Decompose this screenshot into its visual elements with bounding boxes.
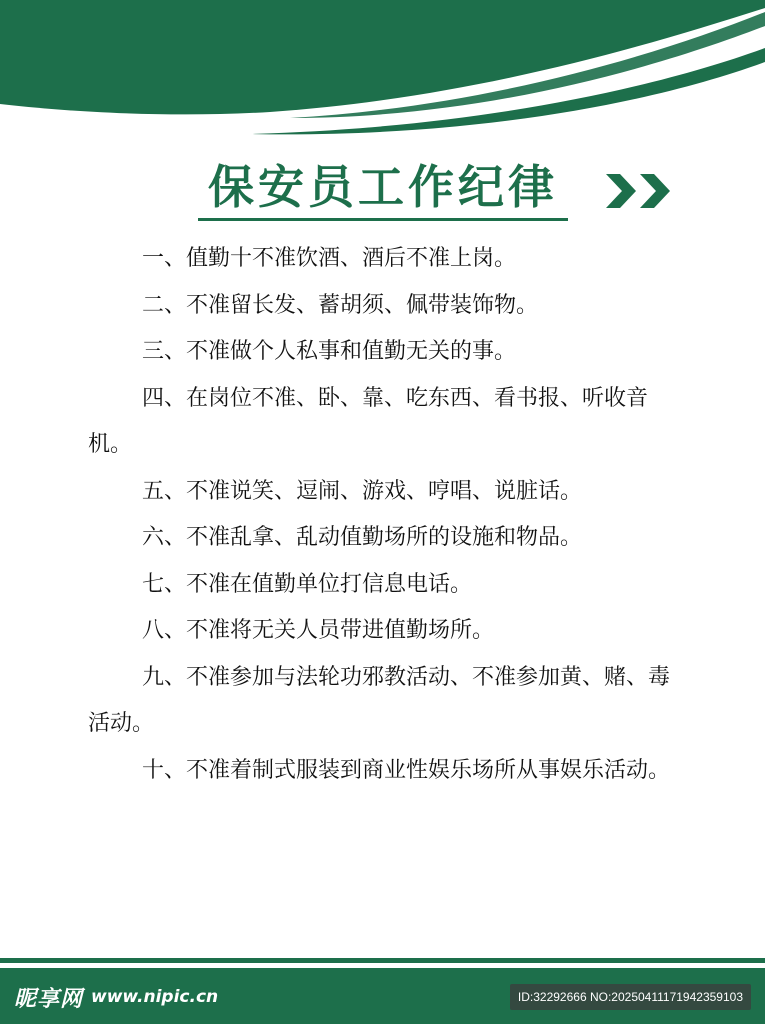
rule-item: 六、不准乱拿、乱动值勤场所的设施和物品。 xyxy=(142,525,583,550)
rule-item: 四、在岗位不准、卧、靠、吃东西、看书报、听收音机。 xyxy=(88,385,649,457)
watermark-id: ID:32292666 NO:20250411171942359103 xyxy=(510,984,751,1010)
rules-list xyxy=(88,236,688,794)
double-chevron-right-icon xyxy=(606,174,674,208)
footer-divider xyxy=(0,958,765,963)
watermark-brand: 昵享网 xyxy=(14,986,84,1012)
rule-item: 五、不准说笑、逗闹、游戏、哼唱、说脏话。 xyxy=(142,478,583,504)
rule-item: 七、不准在值勤单位打信息电话。 xyxy=(142,571,473,597)
header-wave-decoration xyxy=(0,0,765,150)
watermark-url: www.nipic.cn xyxy=(91,987,219,1007)
rule-item: 一、值勤十不准饮酒、酒后不准上岗。 xyxy=(142,246,517,271)
rule-item: 十、不准着制式服装到商业性娱乐场所从事娱乐活动。 xyxy=(142,757,671,783)
rule-item: 九、不准参加与法轮功邪教活动、不准参加黄、赌、毒活动。 xyxy=(88,664,671,736)
rule-item: 三、不准做个人私事和值勤无关的事。 xyxy=(142,339,517,364)
rule-item: 八、不准将无关人员带进值勤场所。 xyxy=(142,618,495,643)
watermark-logo xyxy=(14,982,218,1012)
title-block xyxy=(198,158,568,221)
rule-item: 二、不准留长发、蓄胡须、佩带装饰物。 xyxy=(142,292,539,318)
page-title: 保安员工作纪律 xyxy=(208,160,558,214)
